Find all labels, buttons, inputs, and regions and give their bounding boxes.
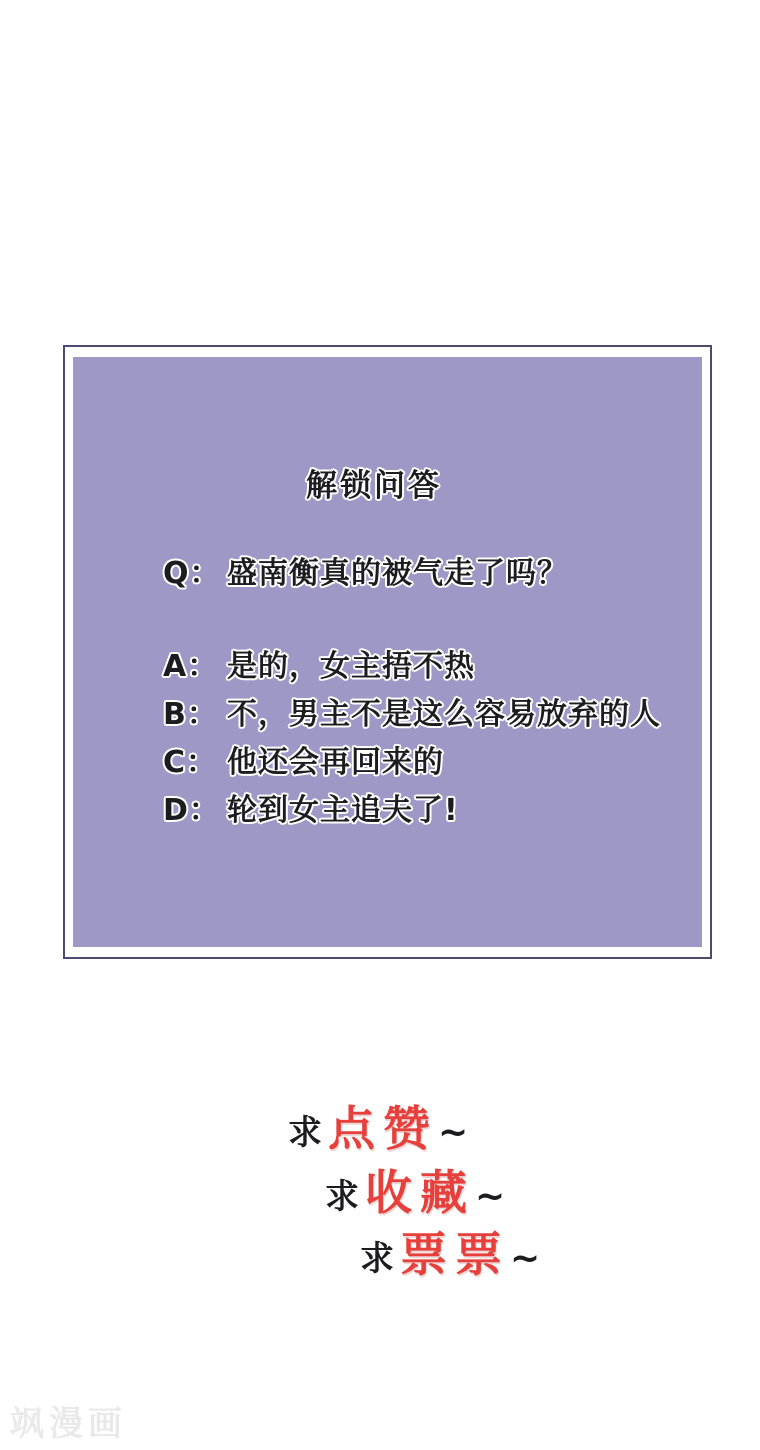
option-b-label: B： [163, 697, 218, 732]
appeal-like [288, 1102, 469, 1157]
qa-panel [63, 345, 712, 959]
qa-option-b [163, 698, 661, 731]
option-d-label: D： [163, 793, 220, 828]
appeal-like-prefix: 求 [288, 1113, 322, 1153]
option-c-label: C： [163, 745, 218, 780]
appeal-vote [360, 1228, 541, 1283]
option-d-text: 轮到女主追夫了! [227, 793, 459, 828]
option-c-text: 他还会再回来的 [227, 745, 444, 780]
question-text: 盛南衡真的被气走了吗？ [227, 556, 568, 591]
qa-question [163, 557, 568, 590]
appeal-vote-prefix: 求 [360, 1239, 394, 1279]
qa-title: 解锁问答 [306, 468, 442, 504]
appeal-like-word: 点赞 [328, 1102, 438, 1157]
watermark-logo: 飒漫画 [10, 1404, 127, 1444]
appeal-like-tilde: ~ [438, 1112, 469, 1153]
appeal-favorite-prefix: 求 [325, 1177, 359, 1217]
appeal-favorite-word: 收藏 [365, 1166, 475, 1221]
option-b-text: 不，男主不是这么容易放弃的人 [227, 697, 661, 732]
appeal-vote-tilde: ~ [510, 1238, 541, 1279]
qa-panel-background [73, 357, 702, 947]
qa-option-d [163, 794, 459, 827]
option-a-text: 是的，女主捂不热 [227, 649, 475, 684]
qa-option-a [163, 650, 475, 683]
qa-option-c [163, 746, 444, 779]
appeal-favorite [325, 1166, 506, 1221]
appeal-favorite-tilde: ~ [475, 1176, 506, 1217]
option-a-label: A： [163, 649, 219, 684]
question-label: Q： [163, 556, 221, 591]
appeal-vote-word: 票票 [400, 1228, 510, 1283]
